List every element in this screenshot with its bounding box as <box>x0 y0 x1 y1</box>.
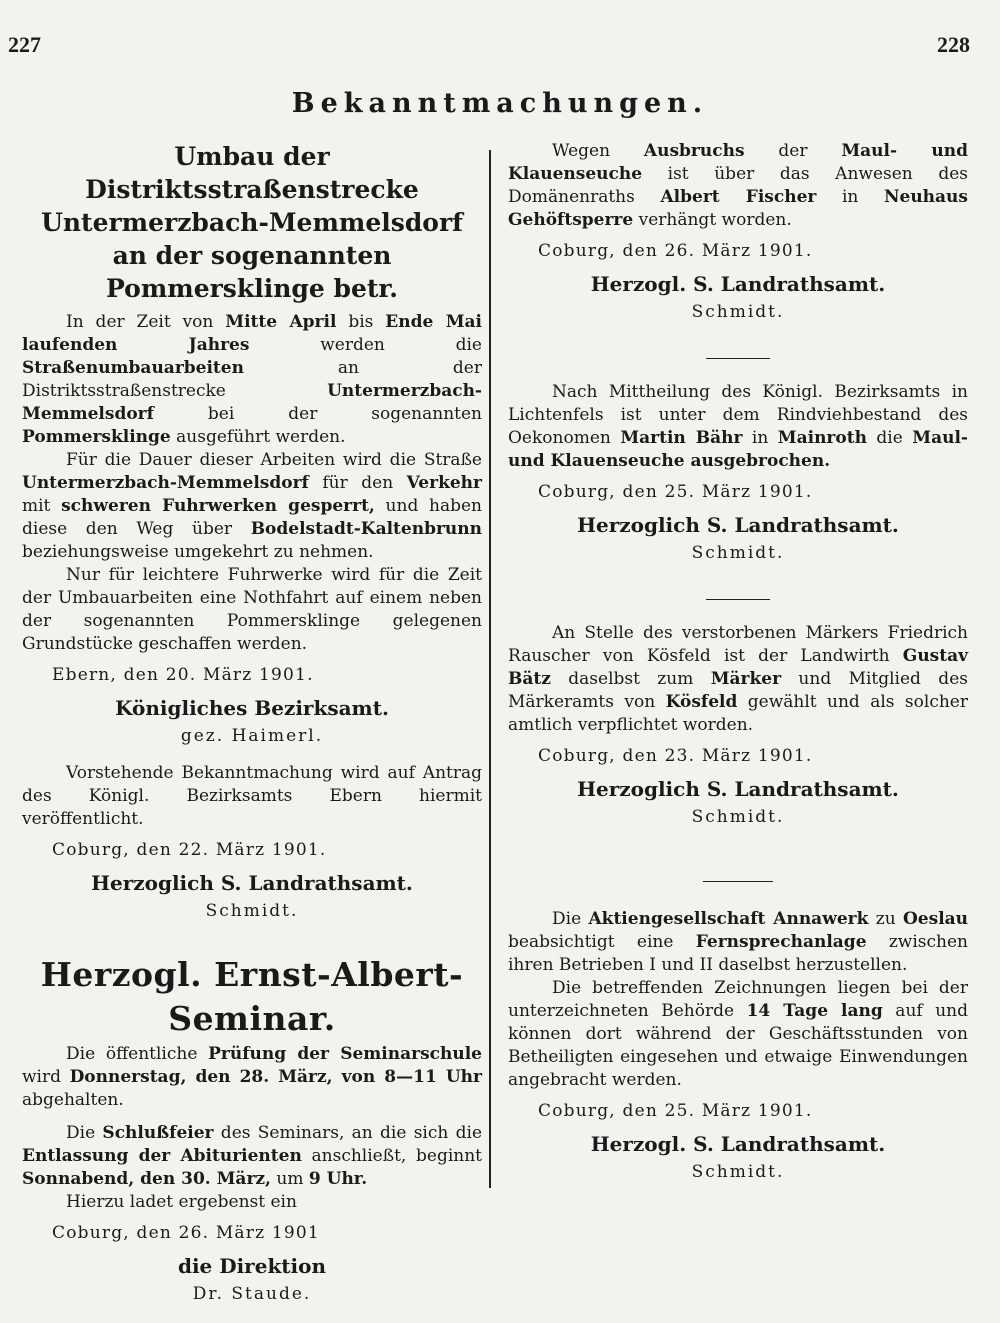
notice-paragraph: Vorstehende Bekanntmachung wird auf Antrag des Königl. Bezirksamts Ebern hiermit veröffentlicht. <box>22 763 482 829</box>
text-run: die <box>866 428 913 448</box>
text-run: Die <box>552 909 589 929</box>
bold-run: Gehöftsperre <box>508 210 634 230</box>
signatory: Schmidt. <box>691 302 785 322</box>
date-line: Coburg, den 26. März 1901 <box>52 1223 320 1243</box>
bold-run: Verkehr <box>406 473 482 493</box>
text-run: mit <box>22 496 62 516</box>
bold-run: Fernsprechanlage <box>695 932 867 952</box>
bold-run: Gustav Bätz <box>508 646 968 689</box>
date-line: Coburg, den 22. März 1901. <box>52 840 327 860</box>
bold-run: Martin Bähr <box>620 428 743 448</box>
bold-run: Ausbruchs <box>643 141 745 161</box>
notice-paragraph <box>22 1043 482 1112</box>
bold-run: Entlassung der Abiturienten <box>22 1146 302 1166</box>
authority-name: Herzoglich S. Landrathsamt. <box>577 513 899 537</box>
text-run: Die öffentliche <box>66 1044 209 1064</box>
text-run: in <box>742 428 778 448</box>
text-run: verhängt worden. <box>633 210 792 230</box>
bold-run: Prüfung der Seminarschule <box>208 1044 482 1064</box>
text-run: zwischen ihren Betrieben I und II daselbst herzustellen. <box>508 932 968 975</box>
notice-livestock-quarantine <box>508 140 968 324</box>
text-run: An Stelle des verstorbenen Märkers Friedrich Rauscher von Kösfeld ist der Landwirth <box>508 623 968 666</box>
bold-run: Neuhaus <box>883 187 968 207</box>
notice-paragraph: Nur für leichtere Fuhrwerke wird für die Zeit der Umbauarbeiten eine Nothfahrt auf einem neben der sogenannten Pommersklinge gelegenen Grundstücke geschaffen werden. <box>22 565 482 654</box>
bold-run: Märker <box>710 669 782 689</box>
authority-name: Herzoglich S. Landrathsamt. <box>577 777 899 801</box>
signatory: Dr. Staude. <box>192 1284 312 1304</box>
bold-run: 9 Uhr. <box>308 1169 368 1189</box>
text-run: bis <box>336 312 386 332</box>
notice-title: Umbau der Distriktsstraßenstrecke Untermerzbach-Memmelsdorf an der sogenannten Pommersklinge betr. <box>41 142 463 303</box>
text-run: abgehalten. <box>22 1090 124 1110</box>
date-line: Ebern, den 20. März 1901. <box>52 665 314 685</box>
notice-paragraph <box>22 311 482 449</box>
text-run: bei der sogenannten <box>153 404 482 424</box>
bold-run: Ende Mai laufenden Jahres <box>22 312 483 355</box>
text-run: Für die Dauer dieser Arbeiten wird die Straße <box>66 450 482 470</box>
text-run: ausgeführt werden. <box>170 427 346 447</box>
authority-name: Herzoglich S. Landrathsamt. <box>91 871 413 895</box>
notice-paragraph: Hierzu ladet ergebenst ein <box>66 1192 297 1212</box>
notice-seminar <box>22 953 482 1306</box>
bold-run: Mitte April <box>225 312 337 332</box>
date-line: Coburg, den 26. März 1901. <box>538 241 813 261</box>
page-number-left: 227 <box>8 32 41 57</box>
left-column <box>22 140 482 1310</box>
notice-paragraph <box>22 1122 482 1191</box>
signatory: Schmidt. <box>205 901 299 921</box>
notice-paragraph <box>508 622 968 737</box>
right-column <box>508 140 968 1188</box>
notice-maerker-appointment <box>508 622 968 829</box>
text-run: Wegen <box>552 141 644 161</box>
page-number-right: 228 <box>937 32 970 57</box>
text-run: werden die <box>249 335 482 355</box>
signatory: Schmidt. <box>691 1162 785 1182</box>
section-divider <box>706 358 770 359</box>
bold-run: Straßenumbauarbeiten <box>22 358 244 378</box>
bold-run: Maul- und Klauenseuche ausgebrochen. <box>508 428 968 471</box>
bold-run: Untermerzbach-Memmelsdorf <box>22 473 309 493</box>
text-run: und haben diese den Weg über <box>22 496 483 539</box>
notice-paragraph <box>508 908 968 977</box>
bold-run: Maul- und Klauenseuche <box>508 141 968 184</box>
signatory: gez. Haimerl. <box>180 726 324 746</box>
text-run: wird <box>22 1067 70 1087</box>
text-run: in <box>816 187 884 207</box>
text-run: anschließt, beginnt <box>301 1146 482 1166</box>
bold-run: Mainroth <box>777 428 867 448</box>
bold-run: Donnerstag, den 28. März, von 8—11 Uhr <box>69 1067 482 1087</box>
text-run: um <box>270 1169 309 1189</box>
date-line: Coburg, den 25. März 1901. <box>538 482 813 502</box>
text-run: Die <box>66 1123 103 1143</box>
text-run: In der Zeit von <box>66 312 226 332</box>
bold-run: Schlußfeier <box>102 1123 214 1143</box>
page-heading: Bekanntmachungen. <box>291 88 709 119</box>
bold-run: schweren Fuhrwerken gesperrt, <box>61 496 375 516</box>
text-run: für den <box>308 473 407 493</box>
text-run: zu <box>868 909 903 929</box>
text-run: und Mitglied des Märkeramts von <box>508 669 968 712</box>
signatory: Schmidt. <box>691 543 785 563</box>
bold-run: Untermerzbach-Memmelsdorf <box>22 381 482 424</box>
authority-name: die Direktion <box>177 1254 327 1278</box>
text-run: des Seminars, an die sich die <box>213 1123 482 1143</box>
text-run: beziehungsweise umgekehrt zu nehmen. <box>22 542 374 562</box>
date-line: Coburg, den 23. März 1901. <box>538 746 813 766</box>
bold-run: Kösfeld <box>665 692 738 712</box>
authority-name: Herzogl. S. Landrathsamt. <box>590 1132 886 1156</box>
bold-run: Pommersklinge <box>22 427 171 447</box>
bold-run: Bodelstadt-Kaltenbrunn <box>250 519 482 539</box>
text-run: an der Distriktsstraßenstrecke <box>22 358 482 401</box>
notice-paragraph <box>508 977 968 1092</box>
text-run: Nach Mittheilung des Königl. Bezirksamts in Lichtenfels ist unter dem Rindviehbestand des Oekonomen <box>508 382 968 448</box>
section-divider <box>706 599 770 600</box>
column-divider <box>489 150 491 1188</box>
authority-name: Herzogl. S. Landrathsamt. <box>590 272 886 296</box>
date-line: Coburg, den 25. März 1901. <box>538 1101 813 1121</box>
notice-title: Herzogl. Ernst-Albert-Seminar. <box>40 955 464 1038</box>
text-run: ist über das Anwesen des Domänenraths <box>508 164 968 207</box>
notice-paragraph <box>22 449 482 564</box>
authority-name: Königliches Bezirksamt. <box>115 696 389 720</box>
text-run: Die betreffenden Zeichnungen liegen bei der unterzeichneten Behörde <box>508 978 968 1021</box>
text-run: daselbst zum <box>550 669 711 689</box>
notice-road-closure <box>22 140 482 923</box>
text-run: auf und können dort während der Geschäftsstunden von Betheiligten eingesehen und etwaige Einwendungen angebracht werden. <box>508 1001 968 1090</box>
bold-run: Oeslau <box>903 909 969 929</box>
notice-telephone-line <box>508 908 968 1184</box>
text-run: der <box>744 141 842 161</box>
notice-paragraph <box>508 140 968 232</box>
text-run: beabsichtigt eine <box>508 932 696 952</box>
bold-run: 14 Tage lang <box>746 1001 883 1021</box>
notice-paragraph <box>508 381 968 473</box>
section-divider <box>703 881 773 882</box>
text-run: gewählt und als solcher amtlich verpflichtet worden. <box>508 692 968 735</box>
notice-foot-and-mouth <box>508 381 968 565</box>
bold-run: Sonnabend, den 30. März, <box>22 1169 271 1189</box>
signatory: Schmidt. <box>691 807 785 827</box>
bold-run: Albert Fischer <box>660 187 817 207</box>
bold-run: Aktiengesellschaft Annawerk <box>588 909 869 929</box>
